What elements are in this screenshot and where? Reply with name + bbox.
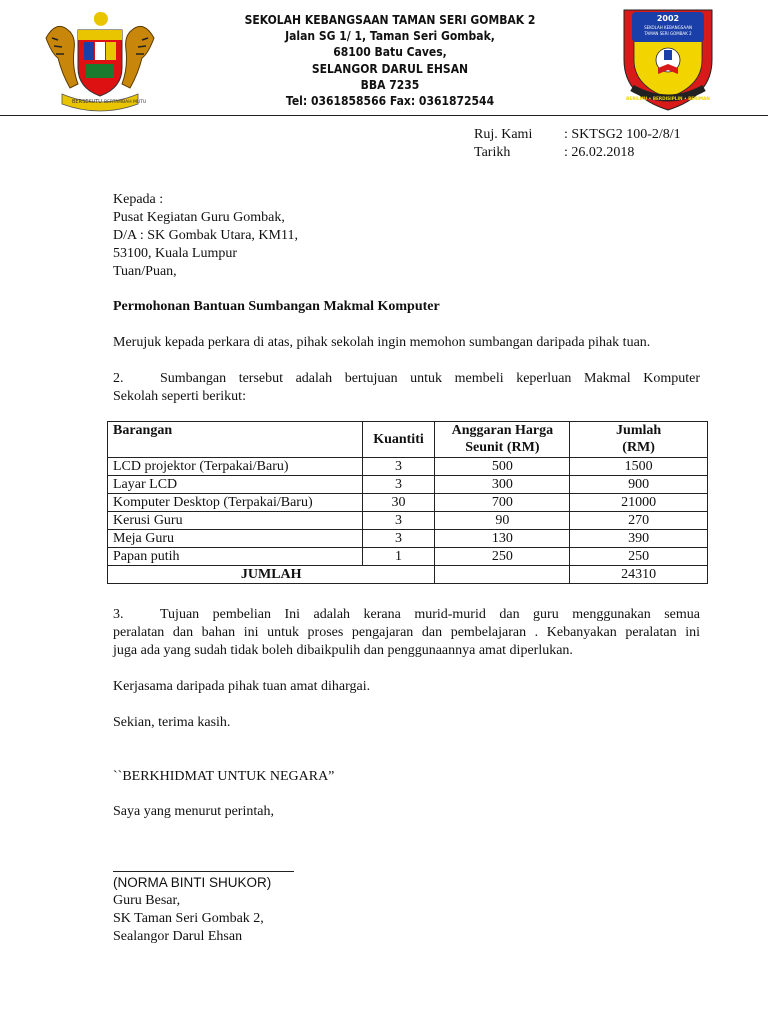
paragraph-2-number: 2.	[113, 371, 124, 386]
paragraph-3-number: 3.	[113, 607, 124, 622]
school-badge-icon	[618, 2, 718, 112]
paragraph-5: Sekian, terima kasih.	[113, 715, 231, 730]
cell-total: 270	[570, 512, 708, 530]
items-table	[107, 421, 708, 584]
table-row	[108, 548, 708, 566]
col-header-unit-price: Anggaran Harga Seunit (RM)	[435, 422, 570, 458]
cell-item: Meja Guru	[108, 530, 363, 548]
table-row	[108, 476, 708, 494]
address-line-3: SELANGOR DARUL EHSAN	[311, 61, 469, 76]
signatory-school: SK Taman Seri Gombak 2,	[113, 911, 264, 926]
col-header-item: Barangan	[108, 422, 363, 458]
contact-line: Tel: 0361858566 Fax: 0361872544	[285, 94, 495, 109]
signatory-title: Guru Besar,	[113, 893, 181, 908]
svg-text:BERSEKUTU: BERSEKUTU	[72, 99, 102, 105]
cell-total: 21000	[570, 494, 708, 512]
recipient-line-1: Kepada :	[113, 192, 164, 207]
cell-unit-price: 250	[435, 548, 570, 566]
address-line-2: 68100 Batu Caves,	[333, 45, 447, 60]
signature-line	[113, 871, 294, 872]
closing-line: Saya yang menurut perintah,	[113, 804, 274, 819]
cell-unit-price: 300	[435, 476, 570, 494]
recipient-line-2: Pusat Kegiatan Guru Gombak,	[113, 210, 285, 225]
paragraph-4: Kerjasama daripada pihak tuan amat dihargai.	[113, 679, 371, 694]
cell-qty: 30	[362, 494, 435, 512]
date-label: Tarikh	[474, 145, 511, 160]
cell-qty: 3	[362, 512, 435, 530]
cell-unit-price: 90	[435, 512, 570, 530]
cell-qty: 3	[362, 530, 435, 548]
svg-text:BERTAMBAH MUTU: BERTAMBAH MUTU	[104, 100, 147, 105]
paragraph-2-line-2: Sekolah seperti berikut:	[113, 389, 246, 404]
salutation: Tuan/Puan,	[113, 264, 177, 279]
ref-label: Ruj. Kami	[474, 127, 533, 142]
paragraph-3-line-3: juga ada yang sudah tidak boleh dibaikpulih dan penggunaannya amat diperlukan.	[113, 643, 573, 658]
cell-item: Papan putih	[108, 548, 363, 566]
svg-text:2002: 2002	[656, 14, 680, 23]
paragraph-3-line-2: peralatan dan bahan ini untuk proses pengajaran dan pembelajaran . Kebanyakan peralatan ini	[113, 625, 700, 640]
date-value: : 26.02.2018	[564, 145, 635, 160]
table-row	[108, 512, 708, 530]
letterhead	[219, 12, 561, 109]
ref-value: : SKTSG2 100-2/8/1	[564, 127, 681, 142]
table-row	[108, 494, 708, 512]
svg-text:BERILMU • BERDISIPLIN • BERIMA: BERILMU • BERDISIPLIN • BERIMAN	[626, 96, 710, 101]
cell-total: 1500	[570, 458, 708, 476]
cell-unit-price: 700	[435, 494, 570, 512]
col-header-qty: Kuantiti	[362, 422, 435, 458]
table-row	[108, 530, 708, 548]
motto-line: ``BERKHIDMAT UNTUK NEGARA”	[113, 769, 335, 784]
col-header-total: Jumlah (RM)	[570, 422, 708, 458]
signatory-name: (NORMA BINTI SHUKOR)	[113, 875, 272, 890]
cell-qty: 3	[362, 458, 435, 476]
paragraph-2-line-1: Sumbangan tersebut adalah bertujuan untuk membeli keperluan Makmal Komputer	[160, 371, 700, 386]
cell-unit-price: 130	[435, 530, 570, 548]
recipient-line-4: 53100, Kuala Lumpur	[113, 246, 238, 261]
school-name: SEKOLAH KEBANGSAAN TAMAN SERI GOMBAK 2	[244, 13, 536, 27]
cell-unit-price: 500	[435, 458, 570, 476]
header-divider	[0, 115, 768, 116]
cell-total: 250	[570, 548, 708, 566]
cell-item: LCD projektor (Terpakai/Baru)	[108, 458, 363, 476]
recipient-line-3: D/A : SK Gombak Utara, KM11,	[113, 228, 298, 243]
total-value: 24310	[570, 566, 708, 584]
svg-text:SEKOLAH KEBANGSAAN: SEKOLAH KEBANGSAAN	[644, 25, 692, 30]
address-line-1: Jalan SG 1/ 1, Taman Seri Gombak,	[285, 29, 495, 44]
subject-heading: Permohonan Bantuan Sumbangan Makmal Komputer	[113, 299, 440, 314]
coat-of-arms-icon	[42, 8, 158, 112]
table-total-row	[108, 566, 708, 584]
svg-text:TAMAN SERI GOMBAK 2: TAMAN SERI GOMBAK 2	[644, 31, 692, 36]
school-code: BBA 7235	[360, 77, 420, 92]
paragraph-1: Merujuk kepada perkara di atas, pihak sekolah ingin memohon sumbangan daripada pihak tuan.	[113, 335, 651, 350]
table-row	[108, 458, 708, 476]
cell-item: Kerusi Guru	[108, 512, 363, 530]
cell-total: 390	[570, 530, 708, 548]
cell-total: 900	[570, 476, 708, 494]
paragraph-3-line-1: Tujuan pembelian Ini adalah kerana murid-murid dan guru menggunakan semua	[160, 607, 700, 622]
cell-item: Layar LCD	[108, 476, 363, 494]
signatory-state: Sealangor Darul Ehsan	[113, 929, 243, 944]
total-label: JUMLAH	[108, 566, 435, 584]
cell-item: Komputer Desktop (Terpakai/Baru)	[108, 494, 363, 512]
total-empty-cell	[435, 566, 570, 584]
cell-qty: 1	[362, 548, 435, 566]
cell-qty: 3	[362, 476, 435, 494]
